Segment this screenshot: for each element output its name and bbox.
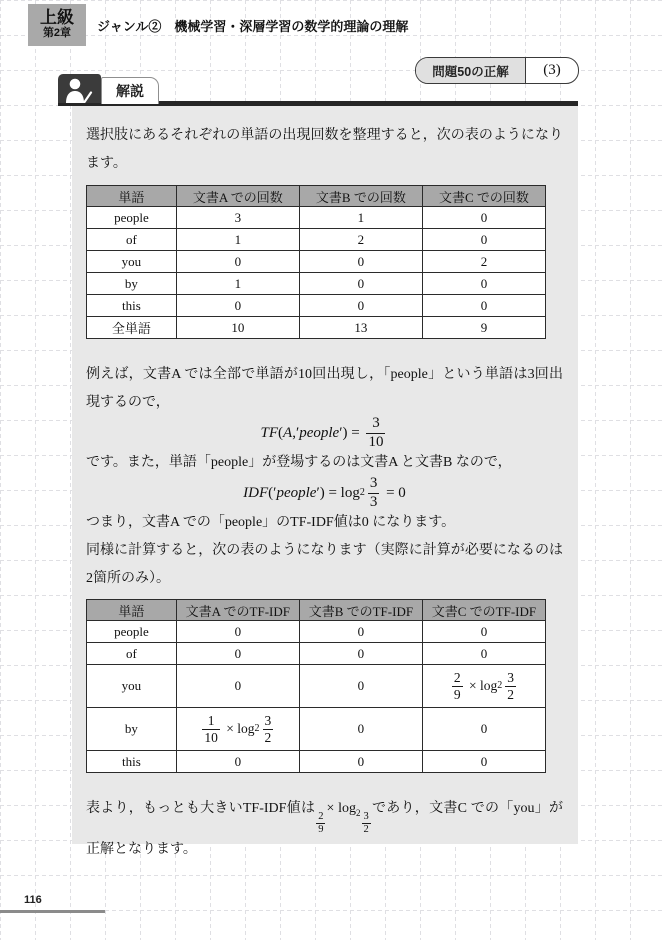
fraction: $\frac{3}{10}$ [368,415,384,450]
math-text: people [299,424,340,441]
fraction: $\frac{2}{9}$ [318,811,324,836]
column-header: 文書B での回数 [299,186,422,207]
page-title: ジャンル② 機械学習・深層学習の数学的理論の理解 [97,19,409,34]
value-cell: 0 [299,708,422,751]
idf-intro-paragraph: です。また，単語「people」が登場するのは文書A と文書B なので， [86,455,512,470]
value-cell: 0 [422,295,545,317]
value-cell: 0 [422,207,545,229]
math-text: × log [326,801,357,817]
value-cell: 0 [176,251,299,273]
column-header: 文書B でのTF-IDF [299,600,422,621]
answer-box-label: 問題50の正解 [416,58,526,83]
value-cell: 0 [422,229,545,251]
subscript: 2 [356,807,361,818]
chapter-label: 第2章 [42,27,72,40]
word-cell: you [87,251,177,273]
fraction: $\frac{3}{2}$ [363,811,369,836]
value-cell: 0 [299,251,422,273]
word-cell: by [87,708,177,751]
fraction: $\frac{2}{9}$ [453,670,461,702]
table-row [87,621,546,643]
math-text: ,′ [292,424,300,441]
fraction: $\frac{3}{2}$ [507,670,515,702]
footer-bar [0,910,105,913]
explanation-badge [58,74,101,103]
math-text: × log [222,721,255,737]
value-cell: 0 [299,643,422,665]
value-cell: 0 [422,643,545,665]
value-cell: 0 [176,643,299,665]
value-cell: 0 [176,621,299,643]
value-cell: 9 [422,317,545,339]
value-cell: 0 [299,273,422,295]
table-row [87,751,546,773]
table-row [87,273,546,295]
level-label: 上級 [40,8,74,28]
column-header: 文書C でのTF-IDF [422,600,545,621]
value-cell: 2 [422,251,545,273]
table-row [87,317,546,339]
value-cell: 3 [176,207,299,229]
value-cell: 0 [299,665,422,708]
value-cell [422,665,545,708]
table-row [87,643,546,665]
word-count-table [86,185,546,339]
math-text: × log [465,678,498,694]
math-text: people [276,484,317,501]
value-cell: 13 [299,317,422,339]
column-header: 文書A でのTF-IDF [176,600,299,621]
fraction: $\frac{3}{2}$ [264,713,272,745]
math-text: ( [278,424,284,441]
value-cell: 2 [299,229,422,251]
value-cell: 0 [176,665,299,708]
math-expression [199,709,276,749]
idf-formula [86,477,563,509]
value-cell: 10 [176,317,299,339]
word-cell: people [87,207,177,229]
table-header-row [87,600,546,621]
value-cell: 1 [176,273,299,295]
value-cell: 1 [299,207,422,229]
value-cell [176,708,299,751]
math-text: ′) = [339,424,364,441]
value-cell: 0 [422,273,545,295]
word-cell: this [87,295,177,317]
table-row [87,665,546,708]
value-cell: 0 [299,751,422,773]
column-header: 文書A での回数 [176,186,299,207]
value-cell: 0 [176,295,299,317]
math-text: IDF [243,484,269,501]
explanation-tab [101,77,159,104]
table-row [87,295,546,317]
word-cell: of [87,643,177,665]
tfidf-zero-paragraph: つまり，文書A での「people」のTF-IDF値は0 になります。 [86,515,456,530]
chapter-box [28,4,86,46]
math-text: = 0 [382,484,406,501]
subscript: 2 [497,680,503,692]
value-cell: 0 [422,621,545,643]
answer-value: (3) [543,62,561,78]
word-cell: you [87,665,177,708]
page-number: 116 [24,894,42,906]
math-text: A [283,424,293,441]
answer-box [415,57,579,84]
word-cell: this [87,751,177,773]
math-expression [449,666,519,706]
math-text: であり，文書C での「you」が正解となります。 [86,801,563,858]
math-text: (′ [268,484,277,501]
column-header: 文書C での回数 [422,186,545,207]
table-row [87,251,546,273]
table-intro-paragraph: 同様に計算すると，次の表のようになります（実際に計算が必要になるのは2箇所のみ）。 [86,543,563,586]
word-cell: by [87,273,177,295]
word-cell: people [87,621,177,643]
table-header-row [87,186,546,207]
table-row [87,708,546,751]
tf-formula [86,417,563,449]
math-text: TF [260,424,279,441]
tfidf-table [86,599,546,773]
math-text: 表より，もっとも大きいTF-IDF値は [86,801,316,817]
value-cell: 0 [299,295,422,317]
value-cell: 0 [176,751,299,773]
presenter-person-icon [62,77,98,103]
math-text: ′) = log [316,484,360,501]
subscript: 2 [359,487,365,498]
value-cell: 0 [422,751,545,773]
conclusion-paragraph [86,795,563,864]
fraction: $\frac{1}{10}$ [204,713,218,745]
value-cell: 1 [176,229,299,251]
value-cell: 0 [422,708,545,751]
tf-example-paragraph: 例えば，文書A では全部で単語が10回出現し，「people」という単語は3回出現するので， [86,367,563,410]
word-cell: 全単語 [87,317,177,339]
subscript: 2 [254,723,260,735]
explanation-panel [72,106,578,858]
table-row [87,229,546,251]
value-cell: 0 [299,621,422,643]
fraction: $\frac{3}{3}$ [369,475,378,510]
column-header: 単語 [87,600,177,621]
explanation-tab-label: 解説 [116,83,144,99]
table-row [87,207,546,229]
word-cell: of [87,229,177,251]
column-header: 単語 [87,186,177,207]
intro-paragraph: 選択肢にあるそれぞれの単語の出現回数を整理すると，次の表のようになります。 [86,128,563,171]
